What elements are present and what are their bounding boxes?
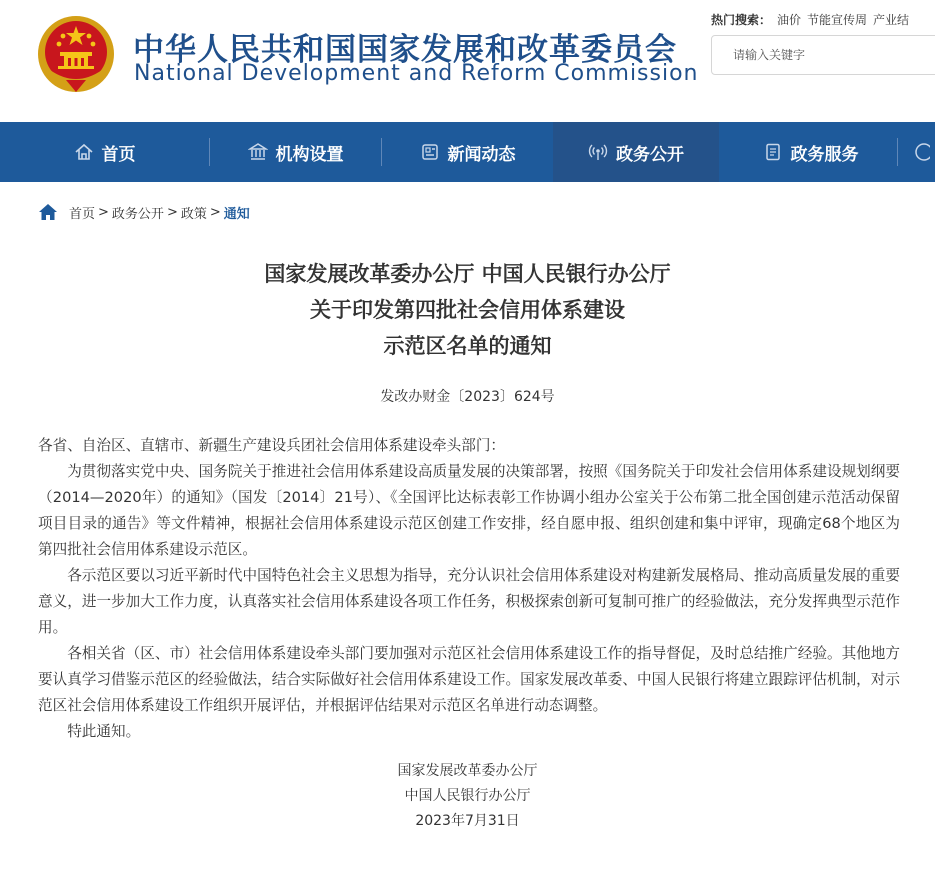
- site-header: [0, 0, 935, 122]
- signature-date: 2023年7月31日: [415, 813, 520, 829]
- breadcrumb-separator: >: [98, 204, 109, 220]
- nav-label: 新闻动态: [447, 144, 516, 165]
- breadcrumb-separator: >: [166, 204, 178, 220]
- article-title-line: 国家发展改革委办公厅 中国人民银行办公厅: [264, 262, 671, 286]
- article-title-line: 示范区名单的通知: [383, 334, 552, 358]
- signature-line: 国家发展改革委办公厅: [397, 763, 538, 779]
- nav-label: 首页: [101, 144, 136, 165]
- article-paragraph: 各相关省（区、市）社会信用体系建设牵头部门要加强对示范区社会信用体系建设工作的指导督促，及时总结推广经验。其他地方要认真学习借鉴示范区的经验做法，结合实际做好社会信用体系建设工作。国家发展改革委、中国人民银行将建立跟踪评估机制，对示范区社会信用体系建设工作组织开展评估，并根据评估结果对示范区名单进行动态调整。: [38, 645, 900, 714]
- broadcast-icon: [588, 142, 608, 162]
- signature-line: 中国人民银行办公厅: [404, 788, 531, 804]
- home-icon[interactable]: [38, 203, 58, 221]
- article-paragraph: 特此通知。: [67, 723, 141, 740]
- home-icon: [74, 142, 94, 162]
- more-icon[interactable]: [910, 142, 930, 162]
- hot-keyword-link[interactable]: 产业结: [873, 13, 910, 27]
- site-title-en: National Development and Reform Commission: [134, 61, 699, 86]
- article-body: [38, 433, 900, 745]
- nav-label: 政务服务: [790, 144, 859, 165]
- breadcrumb-separator: >: [209, 204, 221, 220]
- breadcrumb-link[interactable]: 政务公开: [111, 206, 164, 222]
- nav-item-institution[interactable]: [210, 122, 381, 182]
- hot-search-label: 热门搜索：: [711, 13, 772, 27]
- article-paragraph: 为贯彻落实党中央、国务院关于推进社会信用体系建设高质量发展的决策部署，按照《国务院关于印发社会信用体系建设规划纲要（2014—2020年）的通知》（国发〔2014〕21号）、《全国评比达标表彰工作协调小组办公室关于公布第二批全国创建示范活动保留项目目录的通告》等文件精神，根据社会信用体系建设示范区创建工作安排，经自愿申报、组织创建和集中评审，现确定68个地区为第四批社会信用体系建设示范区。: [38, 463, 900, 558]
- site-title-cn: 中华人民共和国国家发展和改革委员会: [133, 32, 677, 68]
- article-paragraph: 各示范区要以习近平新时代中国特色社会主义思想为指导，充分认识社会信用体系建设对构建新发展格局、推动高质量发展的重要意义，进一步加大工作力度，认真落实社会信用体系建设各项工作任务，积极探索创新可复制可推广的经验做法，充分发挥典型示范作用。: [38, 567, 900, 636]
- document-number: 发改办财金〔2023〕624号: [380, 389, 555, 405]
- hot-keyword-link[interactable]: 油价: [777, 13, 802, 27]
- breadcrumb-link[interactable]: 首页: [69, 206, 96, 222]
- article-title-line: 关于印发第四批社会信用体系建设: [310, 298, 625, 322]
- nav-label: 政务公开: [616, 144, 684, 165]
- hot-keyword-link[interactable]: 节能宣传周: [807, 13, 868, 27]
- document-icon: [763, 142, 783, 162]
- breadcrumb: [38, 202, 250, 222]
- breadcrumb-current[interactable]: 通知: [223, 206, 250, 222]
- nav-item-home[interactable]: [0, 122, 209, 182]
- breadcrumb-link[interactable]: 政策: [180, 206, 207, 222]
- nav-item-news[interactable]: [382, 122, 553, 182]
- nav-item-government-affairs[interactable]: [553, 122, 719, 182]
- nav-item-services[interactable]: [725, 122, 896, 182]
- search-input[interactable]: [731, 36, 935, 74]
- search-box: [711, 35, 935, 75]
- national-emblem-icon[interactable]: [36, 14, 116, 94]
- institution-icon: [248, 142, 268, 162]
- nav-divider: [897, 138, 898, 166]
- news-icon: [420, 142, 440, 162]
- salutation: 各省、自治区、直辖市、新疆生产建设兵团社会信用体系建设牵头部门：: [38, 437, 506, 454]
- main-nav: [0, 122, 935, 182]
- nav-label: 机构设置: [275, 144, 344, 165]
- hot-search: [711, 11, 909, 28]
